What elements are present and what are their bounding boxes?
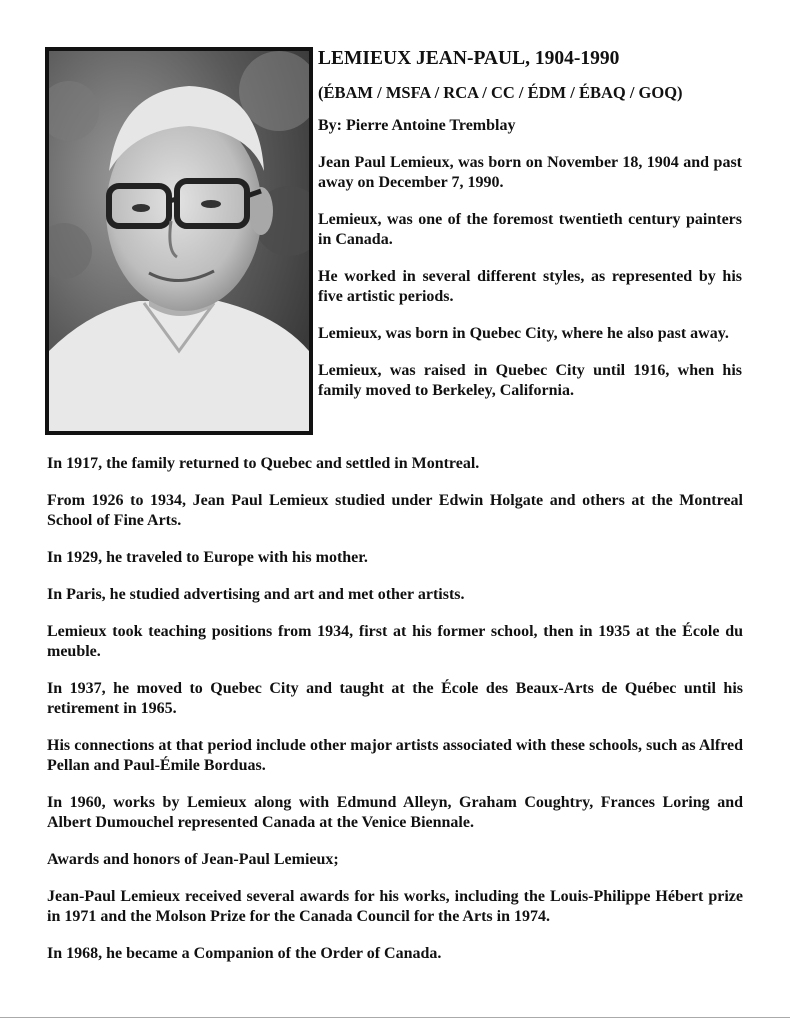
paragraph: In 1968, he became a Companion of the Order of Canada. [47, 945, 442, 962]
paragraph: In 1917, the family returned to Quebec and settled in Montreal. [47, 455, 480, 472]
paragraph: Lemieux, was raised in Quebec City until 1916, when his family moved to Berkeley, California. [318, 362, 742, 399]
page-title: LEMIEUX JEAN-PAUL, 1904-1990 [318, 48, 620, 69]
side-column [318, 46, 742, 418]
paragraph: In 1929, he traveled to Europe with his mother. [47, 549, 368, 566]
page-bottom-rule [0, 1017, 790, 1018]
paragraph: In Paris, he studied advertising and art and met other artists. [47, 586, 465, 603]
author-byline: By: Pierre Antoine Tremblay [318, 117, 516, 134]
paragraph: Jean Paul Lemieux, was born on November 18, 1904 and past away on December 7, 1990. [318, 154, 742, 191]
section-heading: Awards and honors of Jean-Paul Lemieux; [47, 851, 339, 868]
paragraph: From 1926 to 1934, Jean Paul Lemieux studied under Edwin Holgate and others at the Montreal School of Fine Arts. [47, 492, 743, 529]
affiliations-line: (ÉBAM / MSFA / RCA / CC / ÉDM / ÉBAQ / GOQ) [318, 83, 683, 102]
paragraph: Lemieux, was born in Quebec City, where he also past away. [318, 325, 729, 342]
paragraph: His connections at that period include other major artists associated with these schools, such as Alfred Pellan and Paul-Émile Borduas. [47, 737, 743, 774]
portrait-photo [45, 47, 313, 435]
portrait-image [49, 51, 309, 431]
paragraph: Lemieux took teaching positions from 1934, first at his former school, then in 1935 at the École du meuble. [47, 623, 743, 660]
body-column [47, 454, 743, 981]
paragraph: He worked in several different styles, as represented by his five artistic periods. [318, 268, 742, 305]
paragraph: In 1960, works by Lemieux along with Edmund Alleyn, Graham Coughtry, Frances Loring and Albert Dumouchel represented Canada at the Venice Biennale. [47, 794, 743, 831]
paragraph: Lemieux, was one of the foremost twentieth century painters in Canada. [318, 211, 742, 248]
paragraph: In 1937, he moved to Quebec City and taught at the École des Beaux-Arts de Québec until his retirement in 1965. [47, 680, 743, 717]
paragraph: Jean-Paul Lemieux received several awards for his works, including the Louis-Philippe Hébert prize in 1971 and the Molson Prize for the Canada Council for the Arts in 1974. [47, 888, 743, 925]
